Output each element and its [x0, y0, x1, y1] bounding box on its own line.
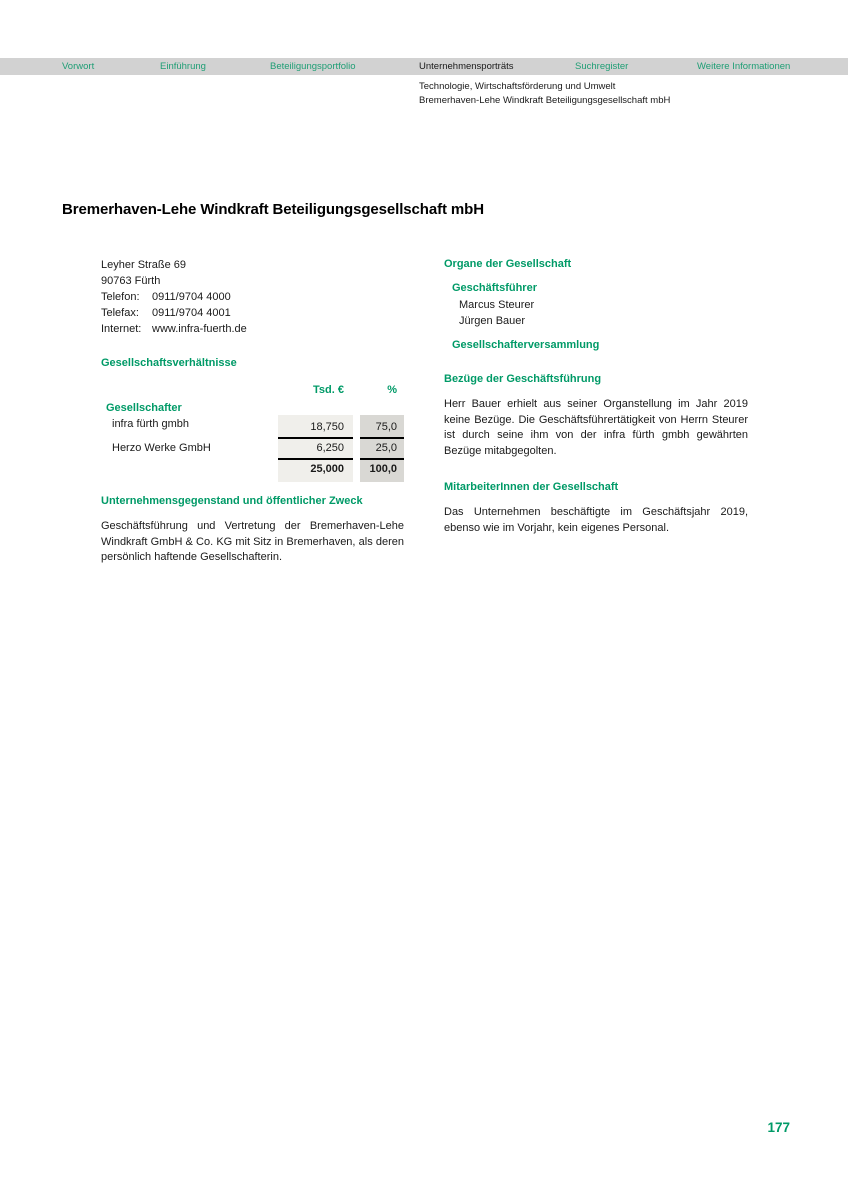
internet-label: Internet: — [101, 323, 142, 335]
ownership-table — [101, 383, 404, 482]
row-header-gesellschafter: Gesellschafter — [106, 402, 182, 414]
phone-label: Telefon: — [101, 291, 140, 303]
section-heading-employees: MitarbeiterInnen der Gesellschaft — [444, 481, 619, 493]
section-heading-organs: Organe der Gesellschaft — [444, 258, 572, 270]
total-pct: 100,0 — [360, 460, 404, 482]
header-spacer — [101, 383, 278, 397]
column-gap — [353, 383, 360, 397]
remuneration-text: Herr Bauer erhielt aus seiner Organstellung im Jahr 2019 keine Bezüge. Die Geschäftsführertätigkeit von Herrn Steurer ist durch seine ihm von der infra fürth gmbh gewährten Bezüge mitabgegolten. — [444, 398, 748, 457]
shareholder-pct: 75,0 — [360, 415, 404, 439]
address-city: 90763 Fürth — [101, 275, 161, 287]
list-item: Marcus Steurer — [459, 299, 535, 311]
ownership-row-header — [101, 401, 404, 415]
purpose-text: Geschäftsführung und Vertretung der Bremerhaven-Lehe Windkraft GmbH & Co. KG mit Sitz in Bremerhaven, als deren persönlich haftende Gesellschafterin. — [101, 520, 404, 563]
breadcrumb — [419, 80, 670, 108]
total-tsd: 25,000 — [278, 460, 353, 482]
top-nav-bar — [0, 58, 848, 75]
internet-row — [101, 321, 404, 337]
shareholder-tsd: 6,250 — [278, 439, 353, 460]
nav-item-unternehmensportraets[interactable]: Unternehmensporträts — [419, 61, 514, 72]
shareholder-name: Herzo Werke GmbH — [112, 442, 211, 454]
list-item: Jürgen Bauer — [459, 315, 526, 327]
nav-item-einfuehrung[interactable]: Einführung — [160, 61, 206, 72]
ownership-table-header — [101, 383, 404, 397]
nav-item-suchregister[interactable]: Suchregister — [575, 61, 629, 72]
column-gap — [353, 415, 360, 439]
column-gap — [353, 460, 360, 482]
left-column — [101, 257, 404, 566]
shareholder-tsd: 18,750 — [278, 415, 353, 439]
nav-item-weitere-informationen[interactable]: Weitere Informationen — [697, 61, 791, 72]
page-title: Bremerhaven-Lehe Windkraft Beteiligungsgesellschaft mbH — [62, 201, 484, 218]
fax-value: 0911/9704 4001 — [152, 307, 231, 319]
phone-row — [101, 289, 404, 305]
table-row — [101, 415, 404, 439]
column-gap — [353, 439, 360, 460]
fax-row — [101, 305, 404, 321]
table-total-row — [101, 460, 404, 482]
section-heading-remuneration: Bezüge der Geschäftsführung — [444, 373, 602, 385]
subheading-management: Geschäftsführer — [452, 282, 537, 294]
address-street: Leyher Straße 69 — [101, 259, 186, 271]
employees-text: Das Unternehmen beschäftigte im Geschäftsjahr 2019, ebenso wie im Vorjahr, kein eigenes Personal. — [444, 506, 748, 534]
shareholder-name: infra fürth gmbh — [112, 418, 190, 430]
shareholder-pct: 25,0 — [360, 439, 404, 460]
section-heading-purpose: Unternehmensgegenstand und öffentlicher Zweck — [101, 495, 363, 507]
breadcrumb-company: Bremerhaven-Lehe Windkraft Beteiligungsgesellschaft mbH — [419, 95, 671, 106]
subheading-assembly: Gesellschafterversammlung — [452, 339, 600, 351]
phone-value: 0911/9704 4000 — [152, 291, 231, 303]
column-header-pct: % — [387, 384, 397, 396]
fax-label: Telefax: — [101, 307, 139, 319]
website-link[interactable]: www.infra-fuerth.de — [152, 323, 247, 335]
nav-item-vorwort[interactable]: Vorwort — [62, 61, 95, 72]
page-number: 177 — [767, 1120, 790, 1135]
section-heading-ownership: Gesellschaftsverhältnisse — [101, 357, 237, 369]
address-block — [101, 257, 404, 337]
right-column — [444, 257, 748, 536]
column-header-tsd: Tsd. € — [313, 384, 344, 396]
nav-item-beteiligungsportfolio[interactable]: Beteiligungsportfolio — [270, 61, 356, 72]
total-spacer — [101, 460, 278, 482]
table-row — [101, 439, 404, 460]
breadcrumb-category: Technologie, Wirtschaftsförderung und Umwelt — [419, 81, 616, 92]
manager-list — [444, 297, 748, 329]
